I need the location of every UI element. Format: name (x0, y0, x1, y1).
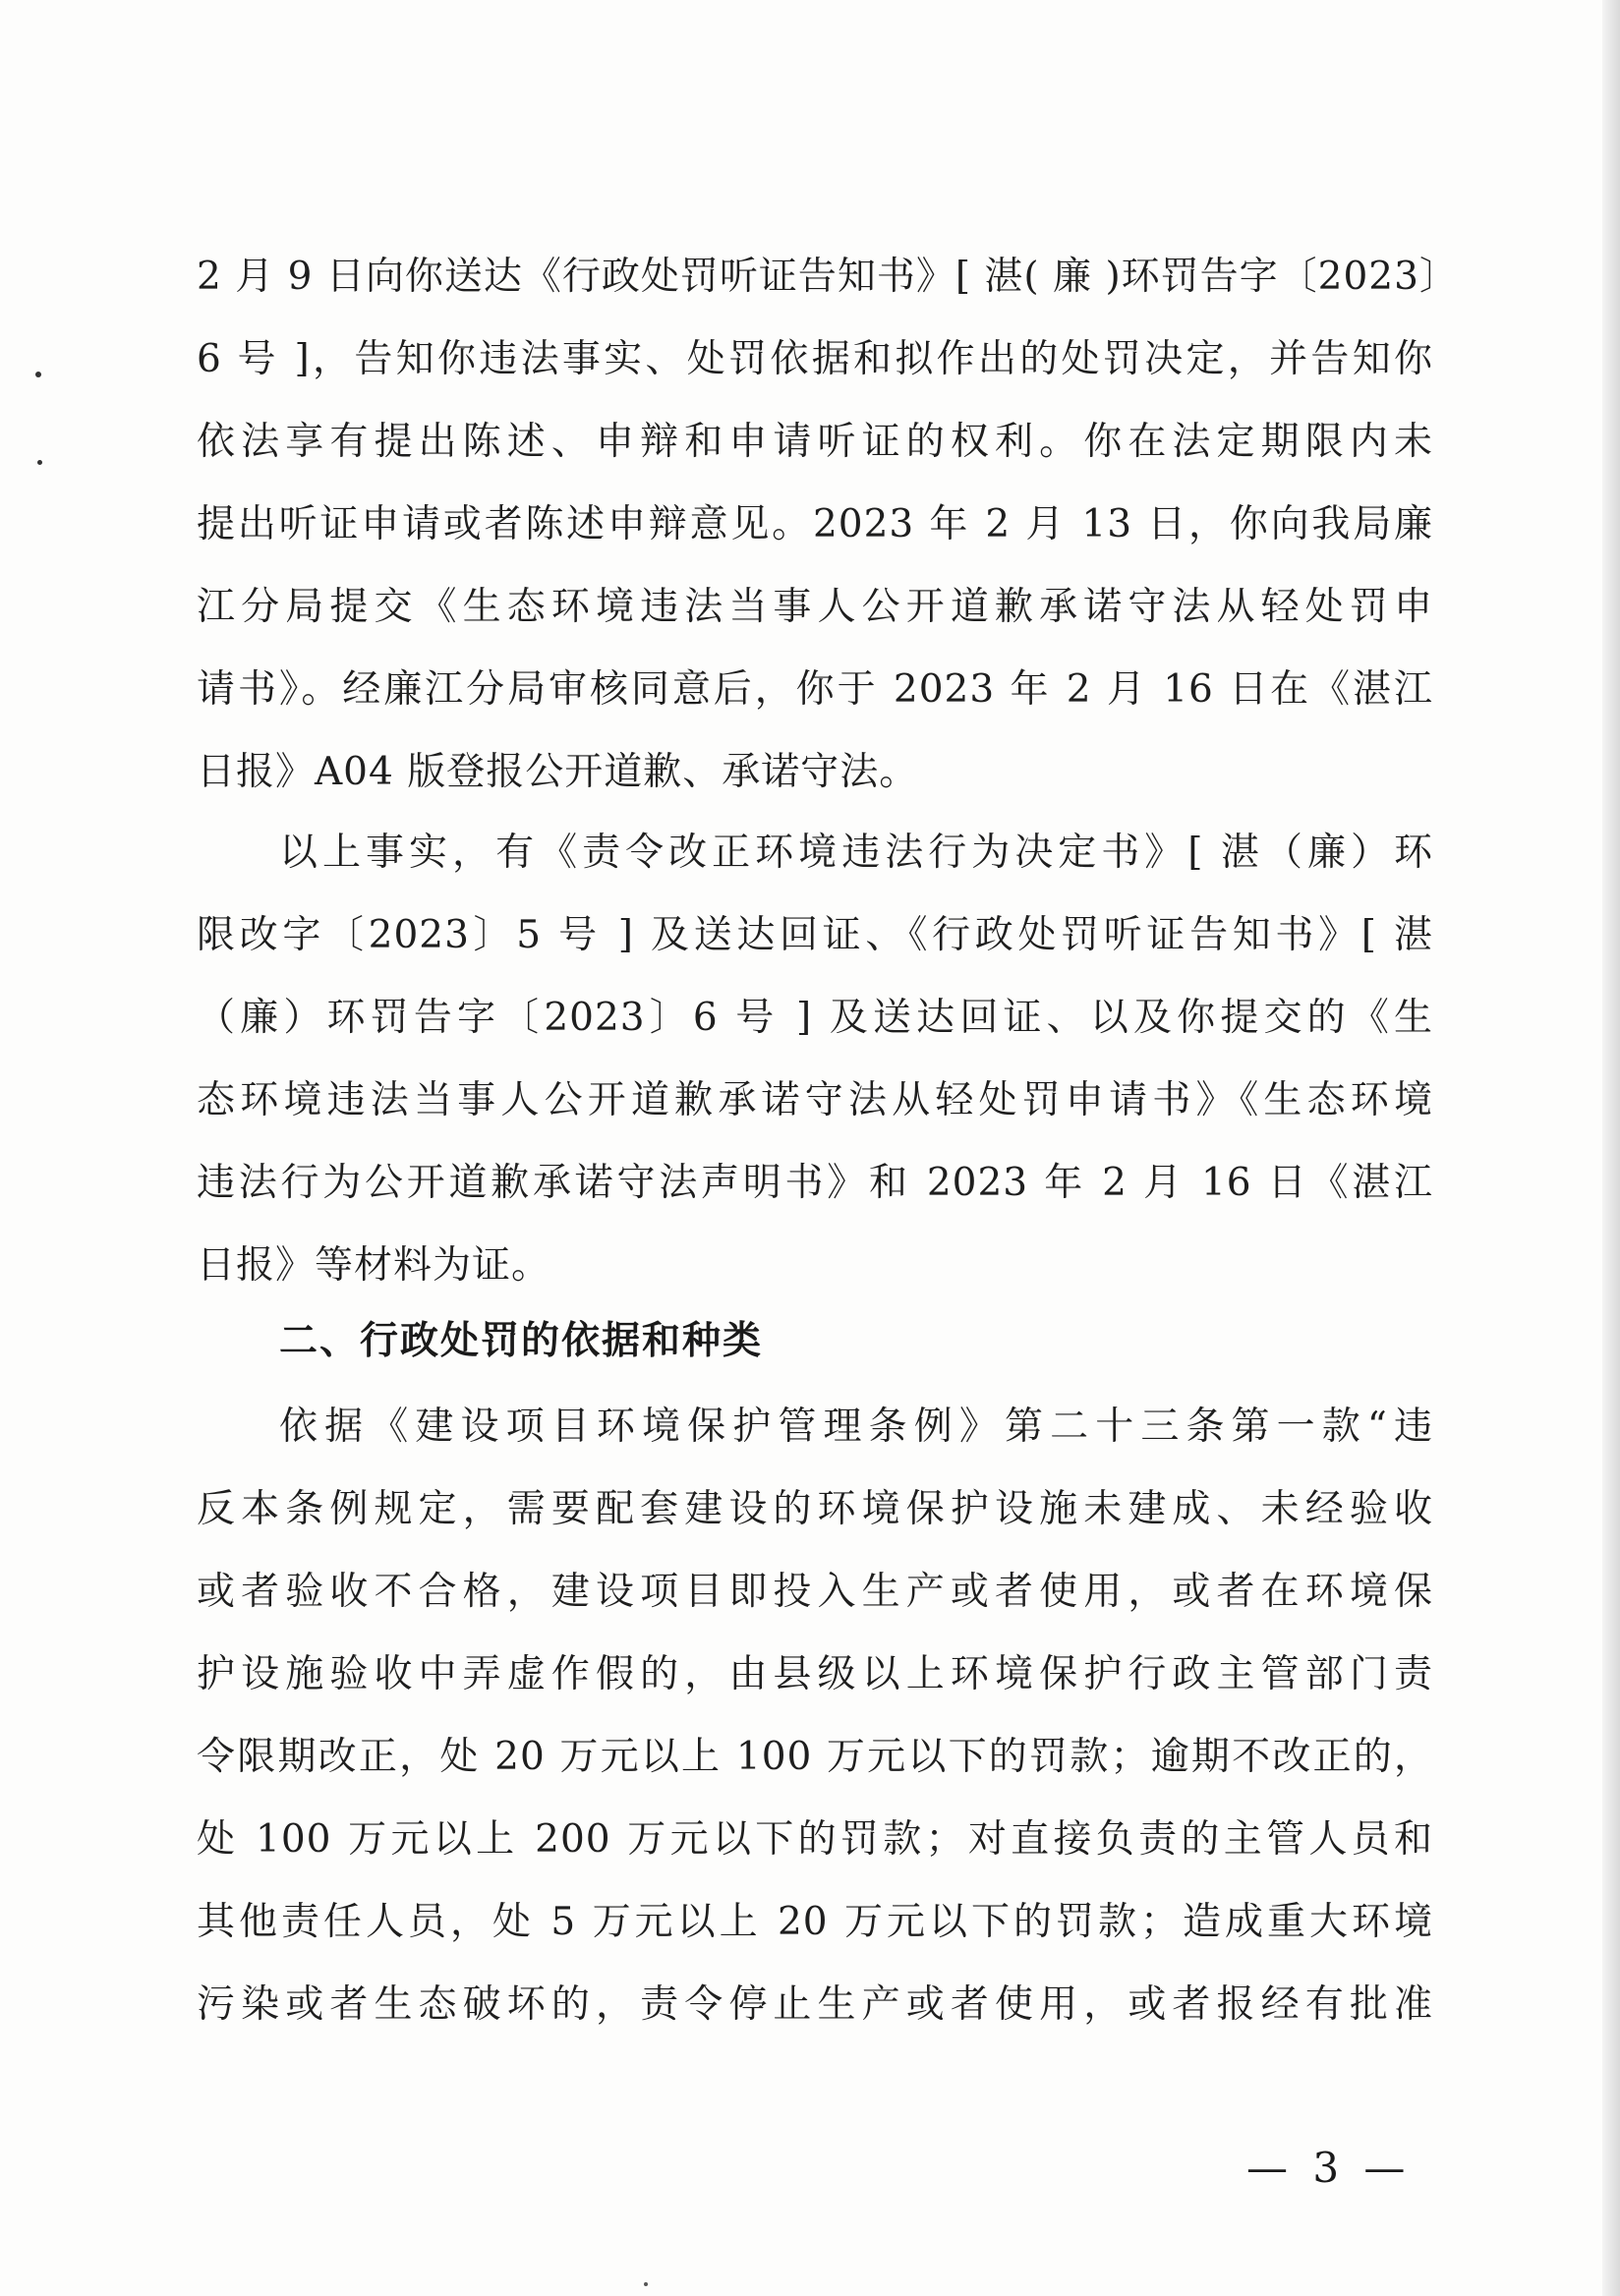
text-line: 其他责任人员，处 5 万元以上 20 万元以下的罚款；造成重大环境 (197, 1900, 1433, 1944)
text-line: 日报》等材料为证。 (197, 1243, 551, 1288)
text-line: 处 100 万元以上 200 万元以下的罚款；对直接负责的主管人员和 (197, 1817, 1433, 1862)
text-line: 护设施验收中弄虚作假的，由县级以上环境保护行政主管部门责 (197, 1652, 1433, 1696)
paragraph-first-line: 依据《建设项目环境保护管理条例》第二十三条第一款“违 (279, 1405, 1433, 1449)
text-line: 日报》A04 版登报公开道歉、承诺守法。 (197, 750, 919, 794)
text-line: 江分局提交《生态环境违法当事人公开道歉承诺守法从轻处罚申 (197, 585, 1433, 629)
scan-speck (644, 2282, 648, 2286)
text-line: 请书》。经廉江分局审核同意后，你于 2023 年 2 月 16 日在《湛江 (197, 667, 1433, 712)
text-line: 反本条例规定，需要配套建设的环境保护设施未建成、未经验收 (197, 1487, 1433, 1531)
text-line: 提出听证申请或者陈述申辩意见。2023 年 2 月 13 日，你向我局廉 (197, 502, 1433, 546)
text-line: 违法行为公开道歉承诺守法声明书》和 2023 年 2 月 16 日《湛江 (197, 1161, 1433, 1205)
page-number: — 3 — (1246, 2144, 1412, 2192)
text-line: 2 月 9 日向你送达《行政处罚听证告知书》[ 湛( 廉 )环罚告字〔2023〕 (197, 255, 1459, 299)
text-line: 或者验收不合格，建设项目即投入生产或者使用，或者在环境保 (197, 1570, 1433, 1614)
section-heading: 二、行政处罚的依据和种类 (279, 1319, 764, 1363)
text-line: 限改字〔2023〕5 号 ] 及送达回证、《行政处罚听证告知书》[ 湛 (197, 913, 1433, 957)
text-line: 态环境违法当事人公开道歉承诺守法从轻处罚申请书》《生态环境 (197, 1078, 1433, 1122)
scan-edge-shadow (1602, 0, 1620, 2296)
text-line: 污染或者生态破坏的，责令停止生产或者使用，或者报经有批准 (197, 1982, 1433, 2027)
text-line: （廉）环罚告字〔2023〕6 号 ] 及送达回证、以及你提交的《生 (197, 996, 1433, 1040)
scan-speck (35, 372, 41, 377)
scan-speck (37, 460, 42, 465)
paragraph-first-line: 以上事实，有《责令改正环境违法行为决定书》[ 湛（廉）环 (279, 831, 1433, 875)
text-line: 6 号 ]，告知你违法事实、处罚依据和拟作出的处罚决定，并告知你 (197, 337, 1433, 381)
text-line: 令限期改正，处 20 万元以上 100 万元以下的罚款；逾期不改正的， (197, 1735, 1433, 1779)
text-line: 依法享有提出陈述、申辩和申请听证的权利。你在法定期限内未 (197, 420, 1433, 464)
